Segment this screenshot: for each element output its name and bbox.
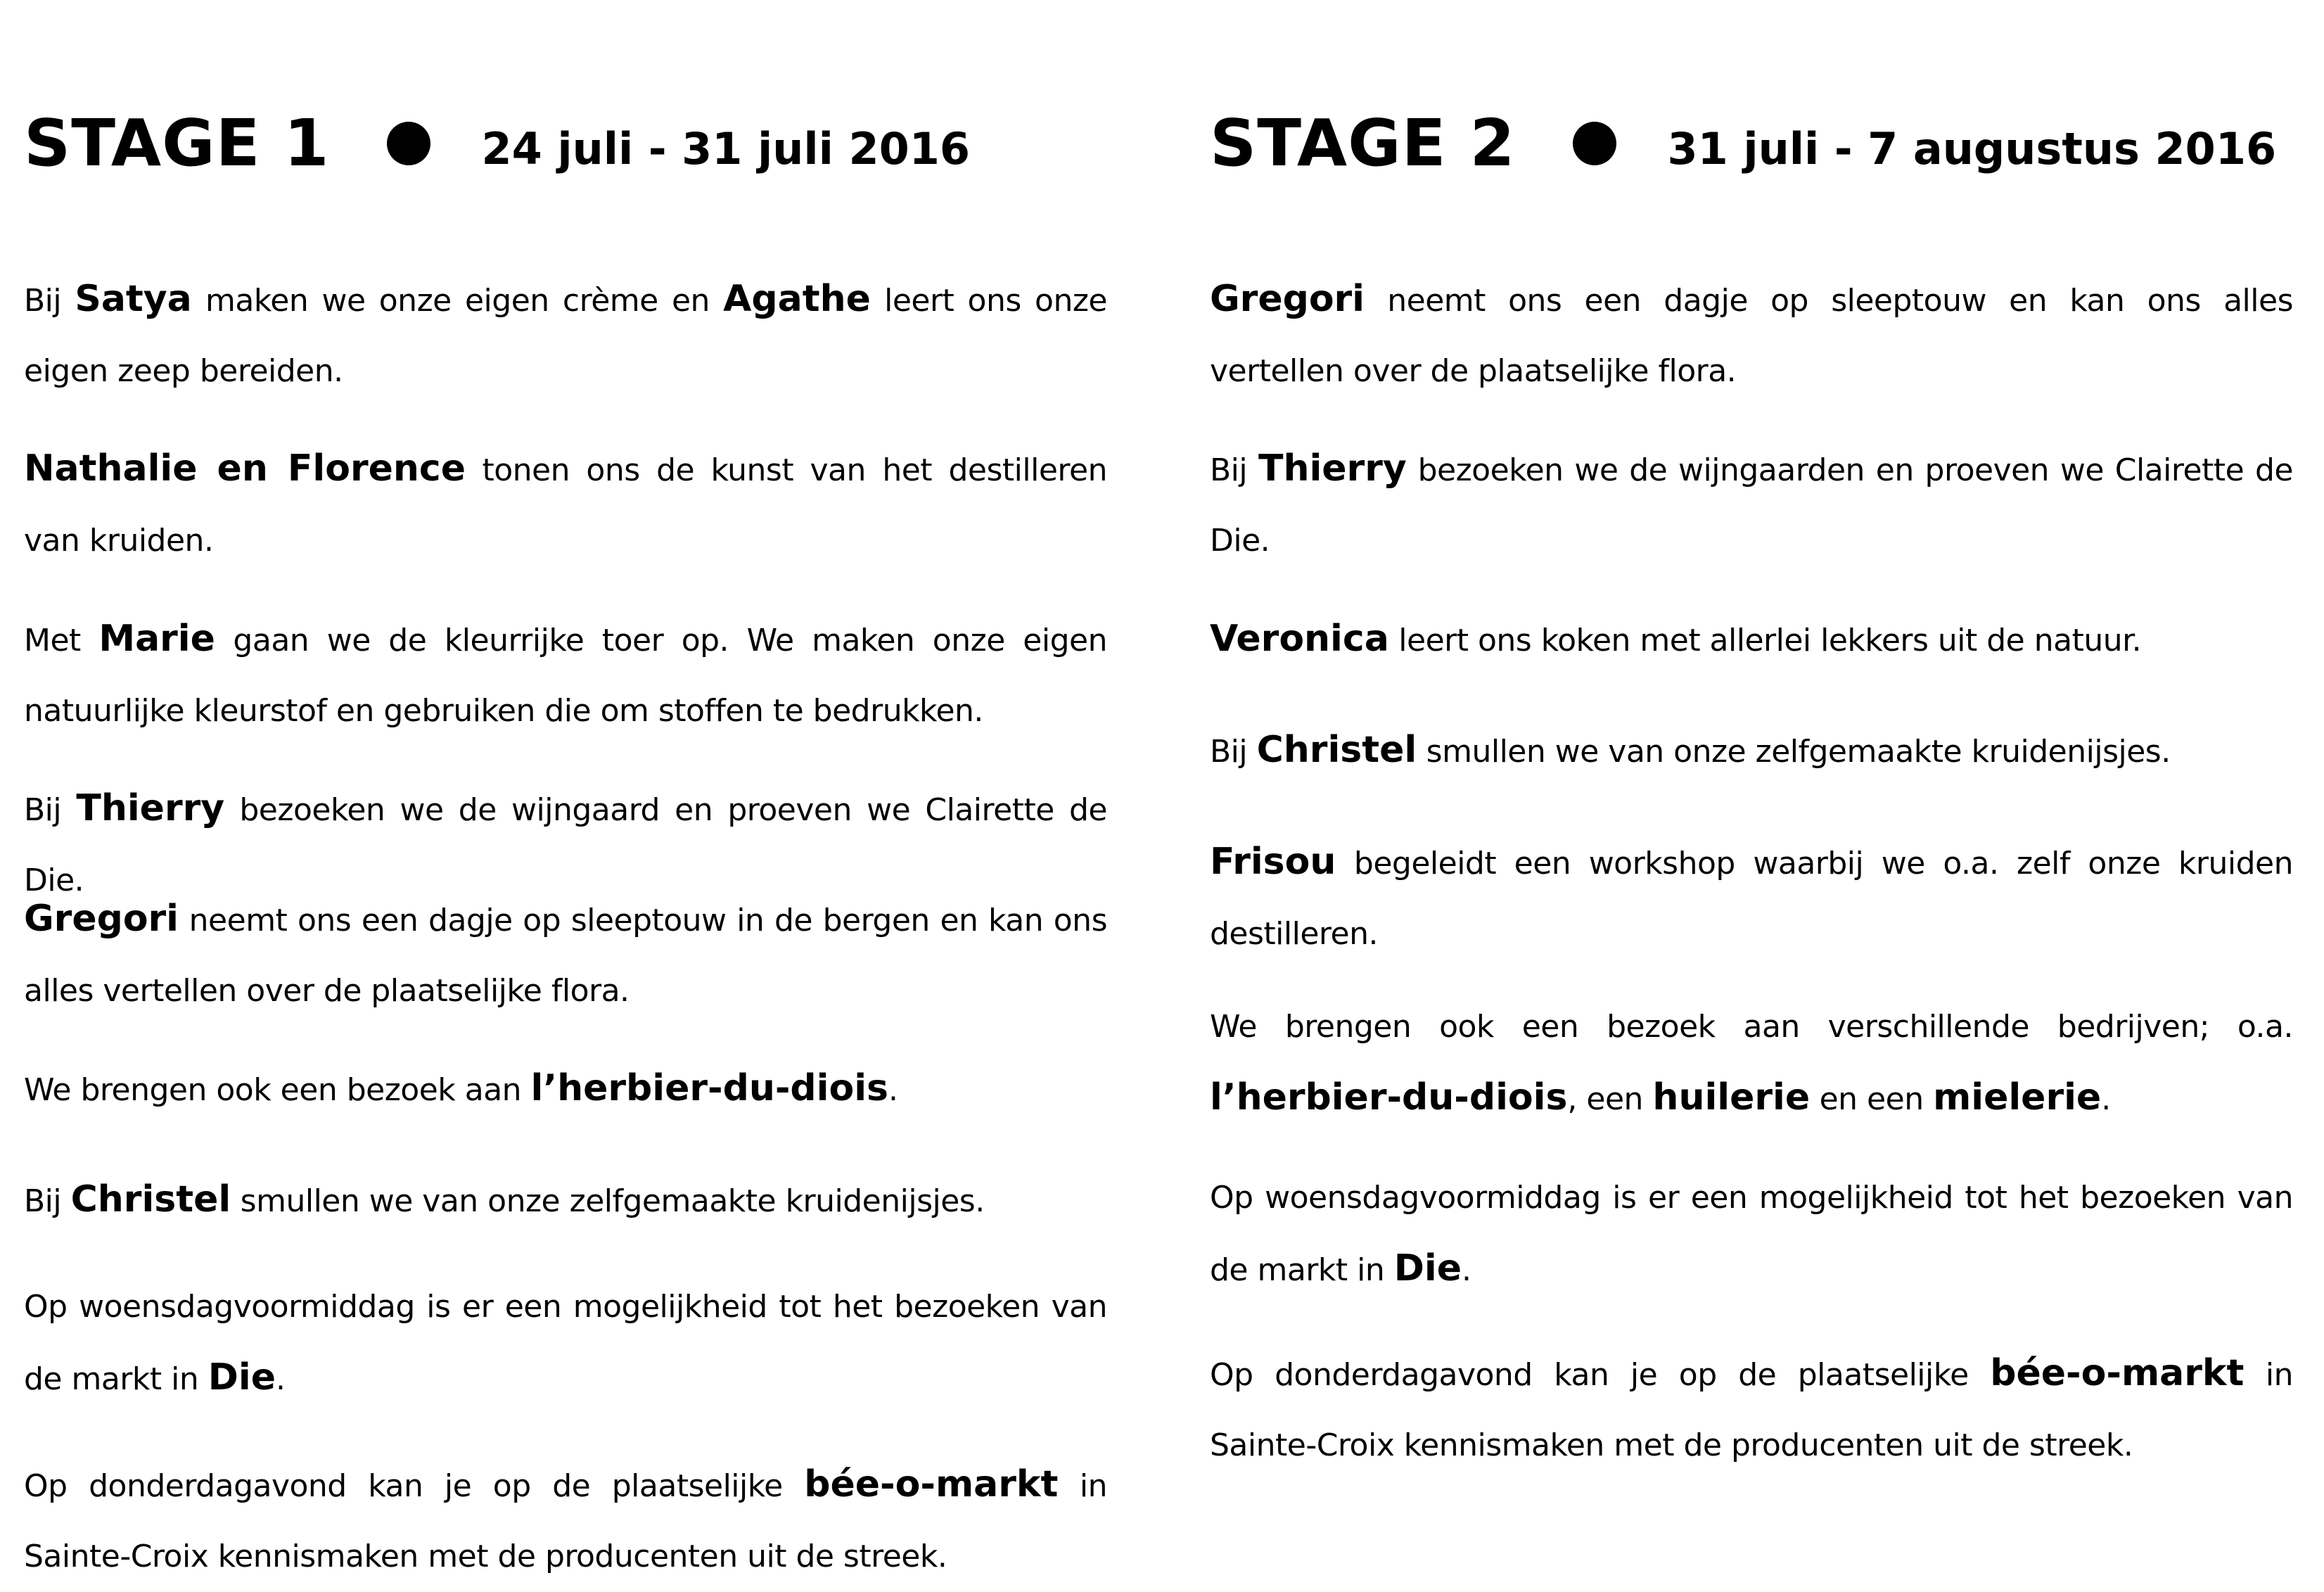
paragraph-text: Bij xyxy=(1210,734,1257,770)
paragraph-text: neemt ons een dagje op sleeptouw in de bergen en kan ons alles vertellen over de plaatselijke flora. xyxy=(24,903,1107,1009)
paragraph-text: Op donderdagavond kan je op de plaatselijke xyxy=(24,1468,805,1504)
stage2-paragraph xyxy=(1210,827,2293,969)
paragraph-text: bezoeken we de wijngaard en proeven we Clairette de Die. xyxy=(24,792,1107,898)
paragraph-text: begeleidt een workshop waarbij we o.a. zelf onze kruiden destilleren. xyxy=(1210,846,2293,952)
stage2-paragraph xyxy=(1210,992,2293,1135)
paragraph-text: Bij xyxy=(24,283,75,319)
paragraph-text: Op woensdagvoormiddag is er een mogelijkheid tot het bezoeken van de markt in xyxy=(24,1289,1107,1397)
emphasized-name: Thierry xyxy=(76,787,225,829)
paragraph-text: bezoeken we de wijngaarden en proeven we Clairette de Die. xyxy=(1210,452,2293,559)
emphasized-name: Nathalie en Florence xyxy=(24,447,466,490)
stage2-header xyxy=(1210,106,2276,181)
emphasized-name: Christel xyxy=(70,1178,231,1221)
stage1-paragraph xyxy=(24,884,1107,1026)
paragraph-text: . xyxy=(275,1361,286,1397)
paragraph-text: . xyxy=(2101,1081,2111,1117)
paragraph-text: We brengen ook een bezoek aan verschillende bedrijven; o.a. xyxy=(1210,1009,2293,1045)
stage2-paragraph xyxy=(1210,604,2293,676)
paragraph-text: . xyxy=(888,1072,898,1108)
emphasized-name: Veronica xyxy=(1210,618,1389,660)
stage1-dates: 24 juli - 31 juli 2016 xyxy=(481,123,971,174)
paragraph-text: tonen ons de kunst van het destilleren van kruiden. xyxy=(24,452,1107,559)
paragraph-text: Op donderdagavond kan je op de plaatselijke xyxy=(1210,1357,1991,1393)
emphasized-name: Die xyxy=(1393,1247,1462,1289)
emphasized-name: l’herbier-du-diois xyxy=(1210,1076,1568,1119)
emphasized-name: mielerie xyxy=(1933,1076,2102,1119)
paragraph-text: smullen we van onze zelfgemaakte kruidenijsjes. xyxy=(231,1183,985,1219)
paragraph-text: leert ons onze eigen zeep bereiden. xyxy=(24,283,1107,389)
paragraph-text: gaan we de kleurrijke toer op. We maken onze eigen natuurlijke kleurstof en gebruiken die om stoffen te bedrukken. xyxy=(24,623,1107,729)
paragraph-text: maken we onze eigen crème en xyxy=(191,283,724,319)
paragraph-text: Met xyxy=(24,623,99,658)
emphasized-name: Gregori xyxy=(24,898,179,940)
emphasized-name: Thierry xyxy=(1258,447,1407,490)
stage2-paragraph xyxy=(1210,1338,2293,1481)
stage1-paragraph xyxy=(24,264,1107,407)
stage2-dates: 31 juli - 7 augustus 2016 xyxy=(1667,123,2277,174)
paragraph-text: smullen we van onze zelfgemaakte kruidenijsjes. xyxy=(1417,734,2171,770)
stage1-paragraph xyxy=(24,604,1107,746)
stage2-paragraph xyxy=(1210,433,2293,576)
emphasized-name: bée-o-markt xyxy=(804,1463,1059,1505)
paragraph-text: en een xyxy=(1810,1081,1934,1117)
stage1-paragraph xyxy=(24,1164,1107,1237)
paragraph-text: in Sainte-Croix kennismaken met de producenten uit de streek. xyxy=(24,1468,1107,1574)
emphasized-name: Die xyxy=(208,1356,276,1399)
paragraph-text: We brengen ook een bezoek aan xyxy=(24,1072,531,1108)
emphasized-name: Marie xyxy=(98,618,215,660)
stage1-paragraph xyxy=(24,1449,1107,1592)
stage2-paragraph xyxy=(1210,1163,2293,1306)
emphasized-name: Agathe xyxy=(723,278,871,320)
paragraph-text: in Sainte-Croix kennismaken met de producenten uit de streek. xyxy=(1210,1357,2293,1463)
bullet-dot-icon xyxy=(387,122,430,165)
stage1-title: STAGE 1 xyxy=(24,106,330,181)
paragraph-text: neemt ons een dagje op sleeptouw en kan ons alles vertellen over de plaatselijke flora. xyxy=(1210,283,2293,389)
stage1-paragraph xyxy=(24,1272,1107,1415)
paragraph-text: leert ons koken met allerlei lekkers uit de natuur. xyxy=(1388,623,2142,658)
emphasized-name: Christel xyxy=(1256,729,1417,771)
stage1-header xyxy=(24,106,970,181)
stage1-paragraph xyxy=(24,1053,1107,1126)
stage1-paragraph xyxy=(24,433,1107,576)
emphasized-name: Frisou xyxy=(1210,841,1336,883)
stage2-title: STAGE 2 xyxy=(1210,106,1516,181)
paragraph-text: Bij xyxy=(24,792,77,828)
paragraph-text: Op woensdagvoormiddag is er een mogelijkheid tot het bezoeken van de markt in xyxy=(1210,1180,2293,1288)
paragraph-text: . xyxy=(1461,1252,1471,1288)
emphasized-name: Gregori xyxy=(1210,278,1365,320)
emphasized-name: Satya xyxy=(75,278,192,320)
paragraph-text: Bij xyxy=(1210,452,1258,488)
emphasized-name: huilerie xyxy=(1652,1076,1811,1119)
stage2-paragraph xyxy=(1210,264,2293,407)
bullet-dot-icon xyxy=(1573,122,1616,165)
paragraph-text: Bij xyxy=(24,1183,71,1219)
paragraph-text: , een xyxy=(1567,1081,1653,1117)
emphasized-name: bée-o-markt xyxy=(1990,1352,2245,1394)
emphasized-name: l’herbier-du-diois xyxy=(530,1067,888,1109)
stage2-paragraph xyxy=(1210,715,2293,787)
